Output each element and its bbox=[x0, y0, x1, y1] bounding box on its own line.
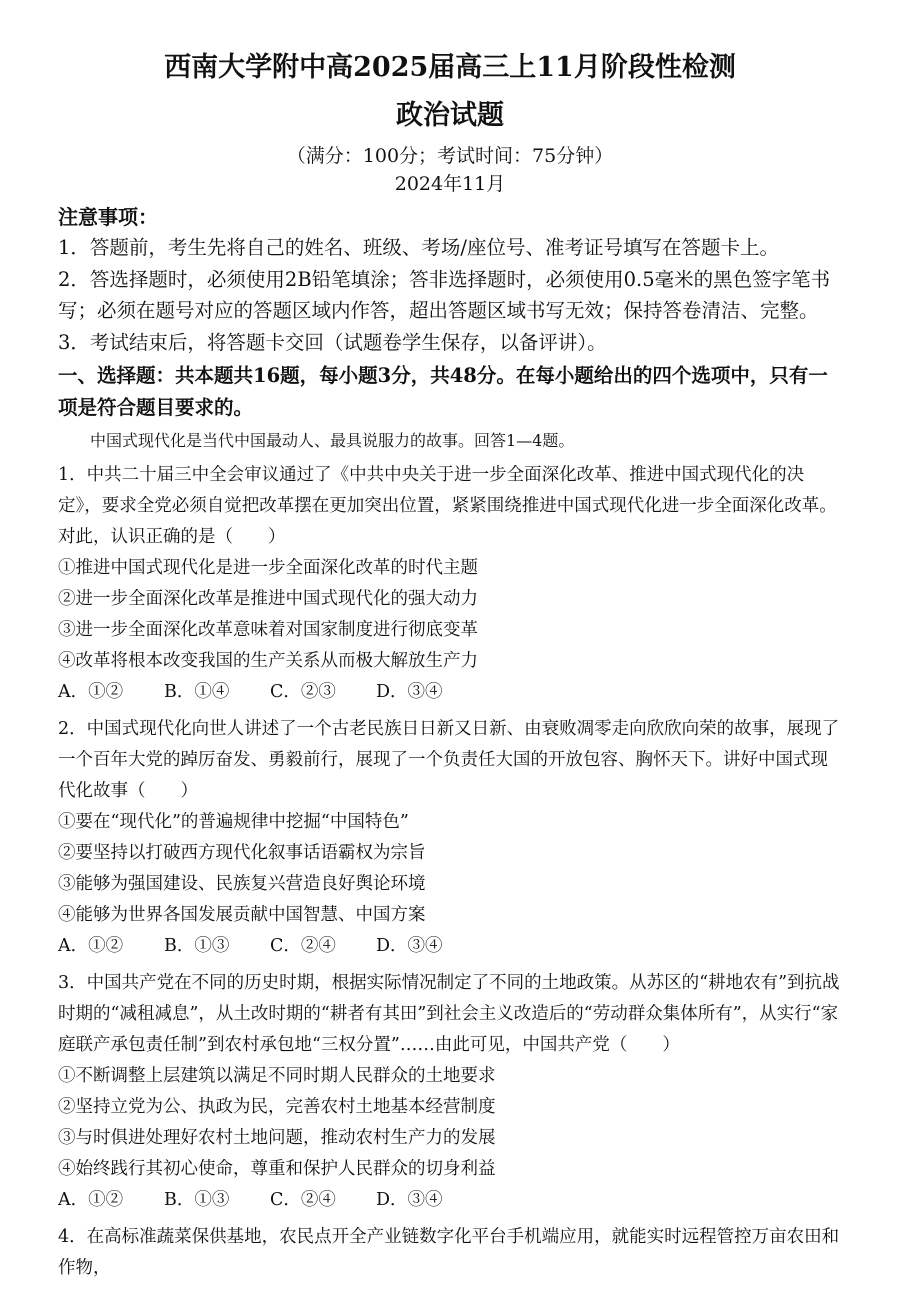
exam-subject: 政治试题 bbox=[396, 100, 504, 131]
section-intro: 中国式现代化是当代中国最动人、最具说服力的故事。回答1—4题。 bbox=[90, 431, 575, 450]
choice-d: D．③④ bbox=[376, 682, 443, 702]
choice-c: C．②④ bbox=[270, 1190, 336, 1210]
notice-item: 2．答选择题时，必须使用2B铅笔填涂；答非选择题时，必须使用0.5毫米的黑色签字笔书写；必须在题号对应的答题区域内作答，超出答题区域书写无效；保持答卷清洁、完整。 bbox=[58, 267, 831, 322]
choice-d: D．③④ bbox=[376, 936, 443, 956]
question-1 bbox=[58, 460, 842, 708]
question-option: ②要坚持以打破西方现代化叙事话语霸权为宗旨 bbox=[58, 843, 426, 863]
choice-b: B．①③ bbox=[164, 1190, 230, 1210]
choice-b: B．①③ bbox=[164, 936, 230, 956]
question-4 bbox=[58, 1222, 842, 1284]
choice-c: C．②③ bbox=[270, 682, 336, 702]
answer-choices bbox=[58, 931, 842, 962]
question-2 bbox=[58, 714, 842, 962]
question-option: ①不断调整上层建筑以满足不同时期人民群众的土地要求 bbox=[58, 1066, 496, 1086]
question-option: ③能够为强国建设、民族复兴营造良好舆论环境 bbox=[58, 874, 426, 894]
question-option: ②坚持立党为公、执政为民，完善农村土地基本经营制度 bbox=[58, 1097, 496, 1117]
notice-item: 1．答题前，考生先将自己的姓名、班级、考场/座位号、准考证号填写在答题卡上。 bbox=[58, 236, 779, 259]
choice-d: D．③④ bbox=[376, 1190, 443, 1210]
answer-choices bbox=[58, 677, 842, 708]
choice-c: C．②④ bbox=[270, 936, 336, 956]
question-option: ④能够为世界各国发展贡献中国智慧、中国方案 bbox=[58, 905, 426, 925]
notice-heading: 注意事项： bbox=[58, 205, 158, 229]
question-option: ④始终践行其初心使命，尊重和保护人民群众的切身利益 bbox=[58, 1159, 496, 1179]
answer-choices bbox=[58, 1185, 842, 1216]
question-option: ④改革将根本改变我国的生产关系从而极大解放生产力 bbox=[58, 651, 478, 671]
choice-b: B．①④ bbox=[164, 682, 230, 702]
notice-item: 3．考试结束后，将答题卡交回（试题卷学生保存，以备评讲）。 bbox=[58, 330, 607, 354]
question-option: ③进一步全面深化改革意味着对国家制度进行彻底变革 bbox=[58, 620, 478, 640]
question-option: ②进一步全面深化改革是推进中国式现代化的强大动力 bbox=[58, 589, 478, 609]
exam-meta: （满分：100分；考试时间：75分钟） bbox=[286, 145, 614, 167]
question-stem: 1．中共二十届三中全会审议通过了《中共中央关于进一步全面深化改革、推进中国式现代化的决定》，要求全党必须自觉把改革摆在更加突出位置，紧紧围绕推进中国式现代化进一步全面深化改革。对此，认识正确的是（ ） bbox=[58, 465, 837, 547]
question-stem: 4．在高标准蔬菜保供基地，农民点开全产业链数字化平台手机端应用，就能实时远程管控万亩农田和作物， bbox=[58, 1227, 840, 1278]
question-3 bbox=[58, 968, 842, 1216]
choice-a: A．①② bbox=[58, 1190, 124, 1210]
question-stem: 2．中国式现代化向世人讲述了一个古老民族日日新又日新、由衰败凋零走向欣欣向荣的故事，展现了一个百年大党的踔厉奋发、勇毅前行，展现了一个负责任大国的开放包容、胸怀天下。讲好中国式现代化故事（ ） bbox=[58, 719, 840, 801]
question-option: ①要在“现代化”的普遍规律中挖掘“中国特色” bbox=[58, 812, 409, 832]
choice-a: A．①② bbox=[58, 682, 124, 702]
section-heading: 一、选择题：共本题共16题，每小题3分，共48分。在每小题给出的四个选项中，只有一项是符合题目要求的。 bbox=[58, 364, 828, 419]
exam-title: 西南大学附中高2025届高三上11月阶段性检测 bbox=[164, 52, 736, 83]
choice-a: A．①② bbox=[58, 936, 124, 956]
question-option: ③与时俱进处理好农村土地问题，推动农村生产力的发展 bbox=[58, 1128, 496, 1148]
question-option: ①推进中国式现代化是进一步全面深化改革的时代主题 bbox=[58, 558, 478, 578]
question-stem: 3．中国共产党在不同的历史时期，根据实际情况制定了不同的土地政策。从苏区的“耕地农有”到抗战时期的“减租减息”，从土改时期的“耕者有其田”到社会主义改造后的“劳动群众集体所有”，从实行“家庭联产承包责任制”到农村承包地“三权分置”……由此可见，中国共产党（ ） bbox=[58, 973, 840, 1055]
exam-date: 2024年11月 bbox=[394, 173, 506, 195]
